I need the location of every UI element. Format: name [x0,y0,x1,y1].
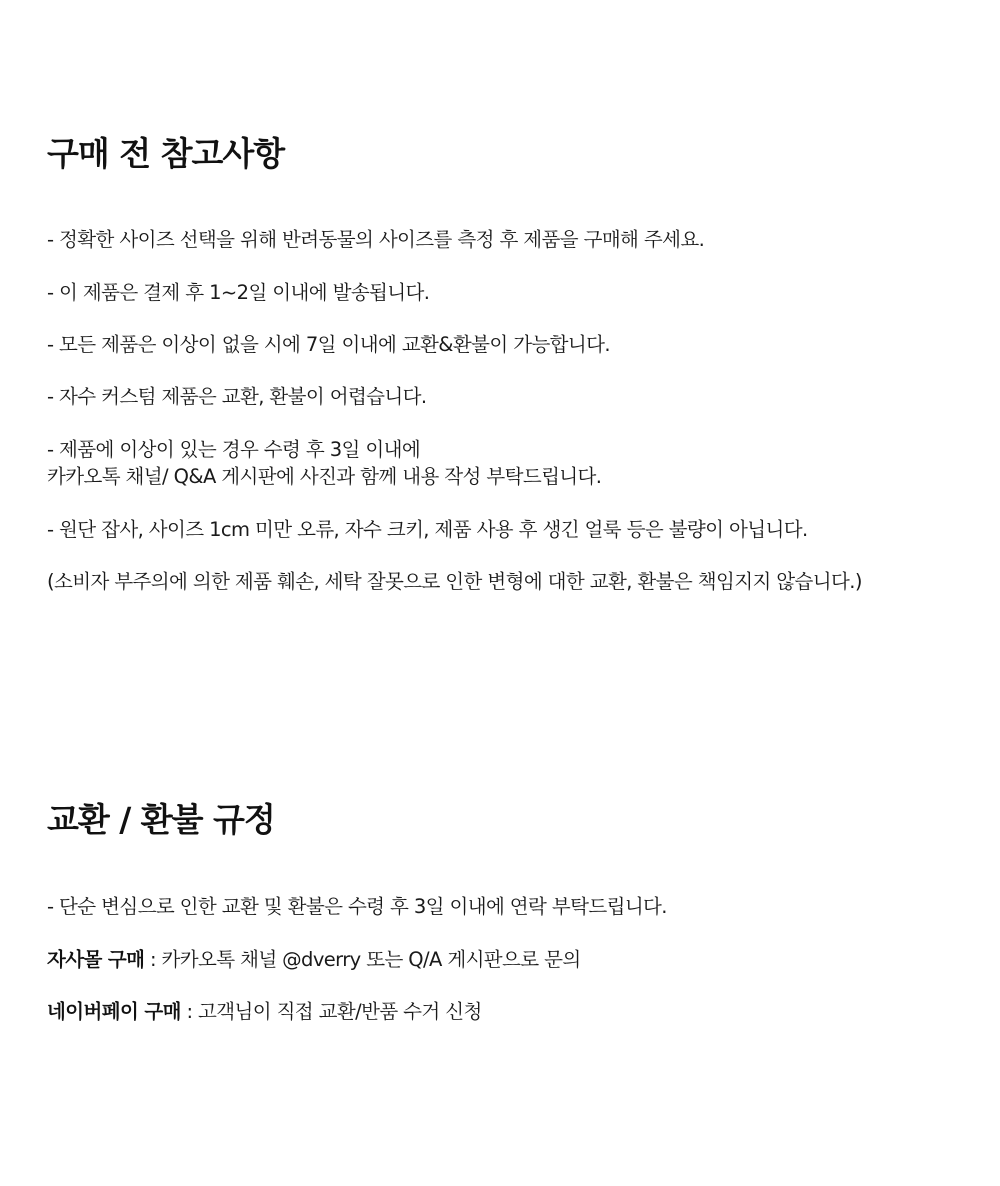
notes-section-title: 구매 전 참고사항 [47,134,285,173]
own-mall-label: 자사몰 구매 [47,948,145,971]
exchange-section-title: 교환 / 환불 규정 [47,800,275,839]
note-line-size: - 정확한 사이즈 선택을 위해 반려동물의 사이즈를 측정 후 제품을 구매해 주세요. [47,228,705,251]
note-line-defect: - 제품에 이상이 있는 경우 수령 후 3일 이내에 [47,438,421,461]
own-mall-line [47,946,581,974]
note-line-shipping: - 이 제품은 결제 후 1~2일 이내에 발송됩니다. [47,281,430,304]
naver-pay-label: 네이버페이 구매 [47,1000,181,1023]
naver-pay-text: : 고객님이 직접 교환/반품 수거 신청 [180,1000,482,1023]
note-line-defect-contact: 카카오톡 채널/ Q&A 게시판에 사진과 함께 내용 작성 부탁드립니다. [47,465,602,488]
note-line-exchange-period: - 모든 제품은 이상이 없을 시에 7일 이내에 교환&환불이 가능합니다. [47,333,610,356]
note-line-disclaimer: (소비자 부주의에 의한 제품 훼손, 세탁 잘못으로 인한 변형에 대한 교환, 환불은 책임지지 않습니다.) [47,570,862,593]
exchange-intro-line: - 단순 변심으로 인한 교환 및 환불은 수령 후 3일 이내에 연락 부탁드립니다. [47,895,667,918]
note-line-custom-embroidery: - 자수 커스텀 제품은 교환, 환불이 어렵습니다. [47,385,427,408]
own-mall-text: : 카카오톡 채널 @dverry 또는 Q/A 게시판으로 문의 [144,948,581,971]
naver-pay-line [47,998,482,1026]
note-line-not-defect: - 원단 잡사, 사이즈 1cm 미만 오류, 자수 크키, 제품 사용 후 생긴 얼룩 등은 불량이 아닙니다. [47,518,808,541]
